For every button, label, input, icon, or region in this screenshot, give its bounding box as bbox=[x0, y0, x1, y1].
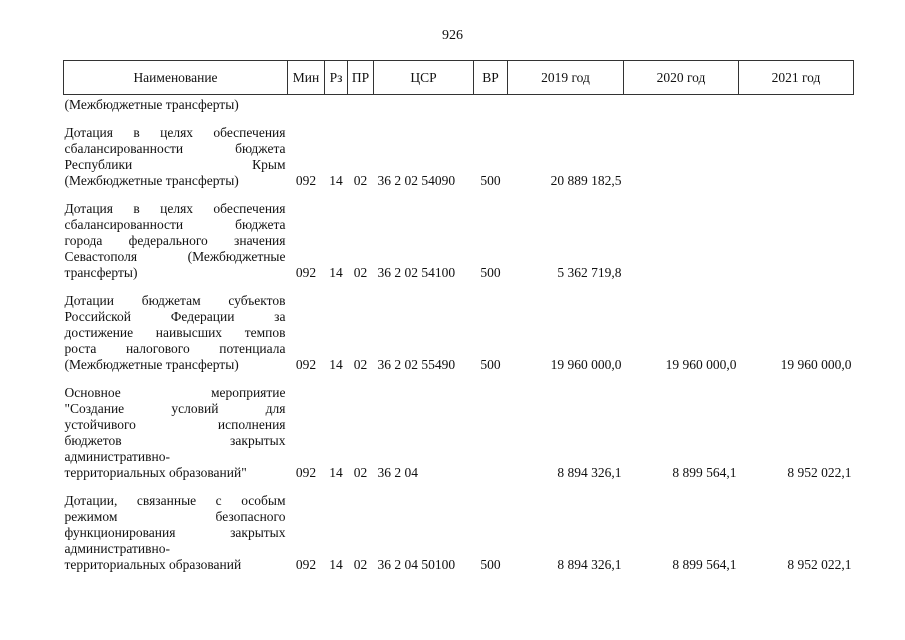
cell-vr: 500 bbox=[480, 265, 501, 280]
cell-rz: 14 bbox=[329, 173, 343, 188]
cell-min: 092 bbox=[295, 265, 317, 280]
cell-vr bbox=[474, 385, 508, 481]
name-line: Российской Федерации за bbox=[64, 309, 286, 324]
header-pr: ПР bbox=[348, 61, 374, 95]
cell-2021 bbox=[739, 95, 854, 114]
cell-rz bbox=[325, 95, 348, 114]
row-spacer bbox=[64, 281, 854, 293]
row-spacer bbox=[64, 373, 854, 385]
cell-rz: 14 bbox=[329, 357, 343, 372]
name-line: Дотации, связанные с особым bbox=[64, 493, 286, 508]
name-line: административно- bbox=[64, 541, 170, 556]
cell-name bbox=[64, 493, 288, 573]
cell-min: 092 bbox=[295, 357, 317, 372]
cell-vr: 500 bbox=[480, 173, 501, 188]
cell-2019: 8 894 326,1 bbox=[557, 465, 622, 480]
table-row bbox=[64, 95, 854, 114]
name-line: Дотация в целях обеспечения bbox=[64, 125, 286, 140]
cell-2020 bbox=[624, 95, 739, 114]
cell-min: 092 bbox=[295, 557, 317, 572]
cell-rz: 14 bbox=[329, 465, 343, 480]
cell-pr: 02 bbox=[353, 357, 368, 372]
cell-csr: 36 2 02 55490 bbox=[377, 357, 456, 372]
cell-pr: 02 bbox=[353, 557, 368, 572]
cell-2021 bbox=[739, 201, 854, 281]
cell-min bbox=[288, 95, 325, 114]
cell-min: 092 bbox=[295, 173, 317, 188]
header-rz: Рз bbox=[325, 61, 348, 95]
cell-name bbox=[64, 95, 288, 114]
name-line: устойчивого исполнения bbox=[64, 417, 286, 432]
name-line: сбалансированности бюджета bbox=[64, 141, 286, 156]
name-line: функционирования закрытых bbox=[64, 525, 286, 540]
cell-2019: 8 894 326,1 bbox=[557, 557, 622, 572]
name-line: территориальных образований bbox=[64, 557, 242, 572]
cell-2020 bbox=[624, 201, 739, 281]
table-header bbox=[64, 61, 854, 95]
name-line: достижение наивысших темпов bbox=[64, 325, 286, 340]
table-row bbox=[64, 293, 854, 373]
cell-min: 092 bbox=[295, 465, 317, 480]
budget-table bbox=[63, 60, 854, 573]
cell-2020: 8 899 564,1 bbox=[672, 465, 737, 480]
name-line: бюджетов закрытых bbox=[64, 433, 286, 448]
cell-2021 bbox=[739, 125, 854, 189]
cell-2019: 5 362 719,8 bbox=[557, 265, 622, 280]
table-body bbox=[64, 95, 854, 574]
row-spacer-cell bbox=[64, 481, 854, 493]
cell-csr: 36 2 04 50100 bbox=[377, 557, 456, 572]
cell-2020: 8 899 564,1 bbox=[672, 557, 737, 572]
cell-rz: 14 bbox=[329, 265, 343, 280]
name-line: Республики Крым bbox=[64, 157, 286, 172]
cell-2019 bbox=[508, 95, 624, 114]
cell-2020 bbox=[624, 125, 739, 189]
row-spacer bbox=[64, 481, 854, 493]
cell-pr: 02 bbox=[353, 173, 368, 188]
table-row bbox=[64, 201, 854, 281]
cell-name bbox=[64, 293, 288, 373]
cell-csr: 36 2 04 bbox=[377, 465, 418, 480]
cell-rz: 14 bbox=[329, 557, 343, 572]
cell-csr bbox=[374, 95, 474, 114]
row-spacer-cell bbox=[64, 373, 854, 385]
name-line: (Межбюджетные трансферты) bbox=[64, 97, 239, 112]
cell-2021: 8 952 022,1 bbox=[787, 465, 852, 480]
cell-name bbox=[64, 125, 288, 189]
row-spacer bbox=[64, 189, 854, 201]
header-vr: ВР bbox=[474, 61, 508, 95]
table-row bbox=[64, 493, 854, 573]
name-line: территориальных образований" bbox=[64, 465, 247, 480]
cell-vr: 500 bbox=[480, 357, 501, 372]
name-line: (Межбюджетные трансферты) bbox=[64, 173, 239, 188]
cell-2019: 20 889 182,5 bbox=[550, 173, 622, 188]
cell-pr: 02 bbox=[353, 265, 368, 280]
cell-csr: 36 2 02 54100 bbox=[377, 265, 456, 280]
cell-2021: 8 952 022,1 bbox=[787, 557, 852, 572]
cell-csr: 36 2 02 54090 bbox=[377, 173, 456, 188]
row-spacer bbox=[64, 113, 854, 125]
header-2019: 2019 год bbox=[508, 61, 624, 95]
cell-2019: 19 960 000,0 bbox=[550, 357, 622, 372]
header-2021: 2021 год bbox=[739, 61, 854, 95]
page-number: 926 bbox=[442, 28, 463, 43]
name-line: трансферты) bbox=[64, 265, 138, 280]
cell-vr: 500 bbox=[480, 557, 501, 572]
name-line: сбалансированности бюджета bbox=[64, 217, 286, 232]
cell-name bbox=[64, 385, 288, 481]
row-spacer-cell bbox=[64, 189, 854, 201]
cell-pr: 02 bbox=[353, 465, 368, 480]
row-spacer-cell bbox=[64, 113, 854, 125]
cell-pr bbox=[348, 95, 374, 114]
name-line: Основное мероприятие bbox=[64, 385, 286, 400]
name-line: Дотация в целях обеспечения bbox=[64, 201, 286, 216]
cell-name bbox=[64, 201, 288, 281]
name-line: административно- bbox=[64, 449, 170, 464]
header-csr: ЦСР bbox=[374, 61, 474, 95]
name-line: города федерального значения bbox=[64, 233, 286, 248]
name-line: режимом безопасного bbox=[64, 509, 286, 524]
header-2020: 2020 год bbox=[624, 61, 739, 95]
table-row bbox=[64, 125, 854, 189]
name-line: Севастополя (Межбюджетные bbox=[64, 249, 286, 264]
row-spacer-cell bbox=[64, 281, 854, 293]
cell-vr bbox=[474, 95, 508, 114]
name-line: (Межбюджетные трансферты) bbox=[64, 357, 239, 372]
name-line: Дотации бюджетам субъектов bbox=[64, 293, 286, 308]
header-min: Мин bbox=[288, 61, 325, 95]
name-line: роста налогового потенциала bbox=[64, 341, 286, 356]
header-name: Наименование bbox=[64, 61, 288, 95]
cell-2020: 19 960 000,0 bbox=[665, 357, 737, 372]
name-line: "Создание условий для bbox=[64, 401, 286, 416]
cell-2021: 19 960 000,0 bbox=[780, 357, 852, 372]
table-row bbox=[64, 385, 854, 481]
